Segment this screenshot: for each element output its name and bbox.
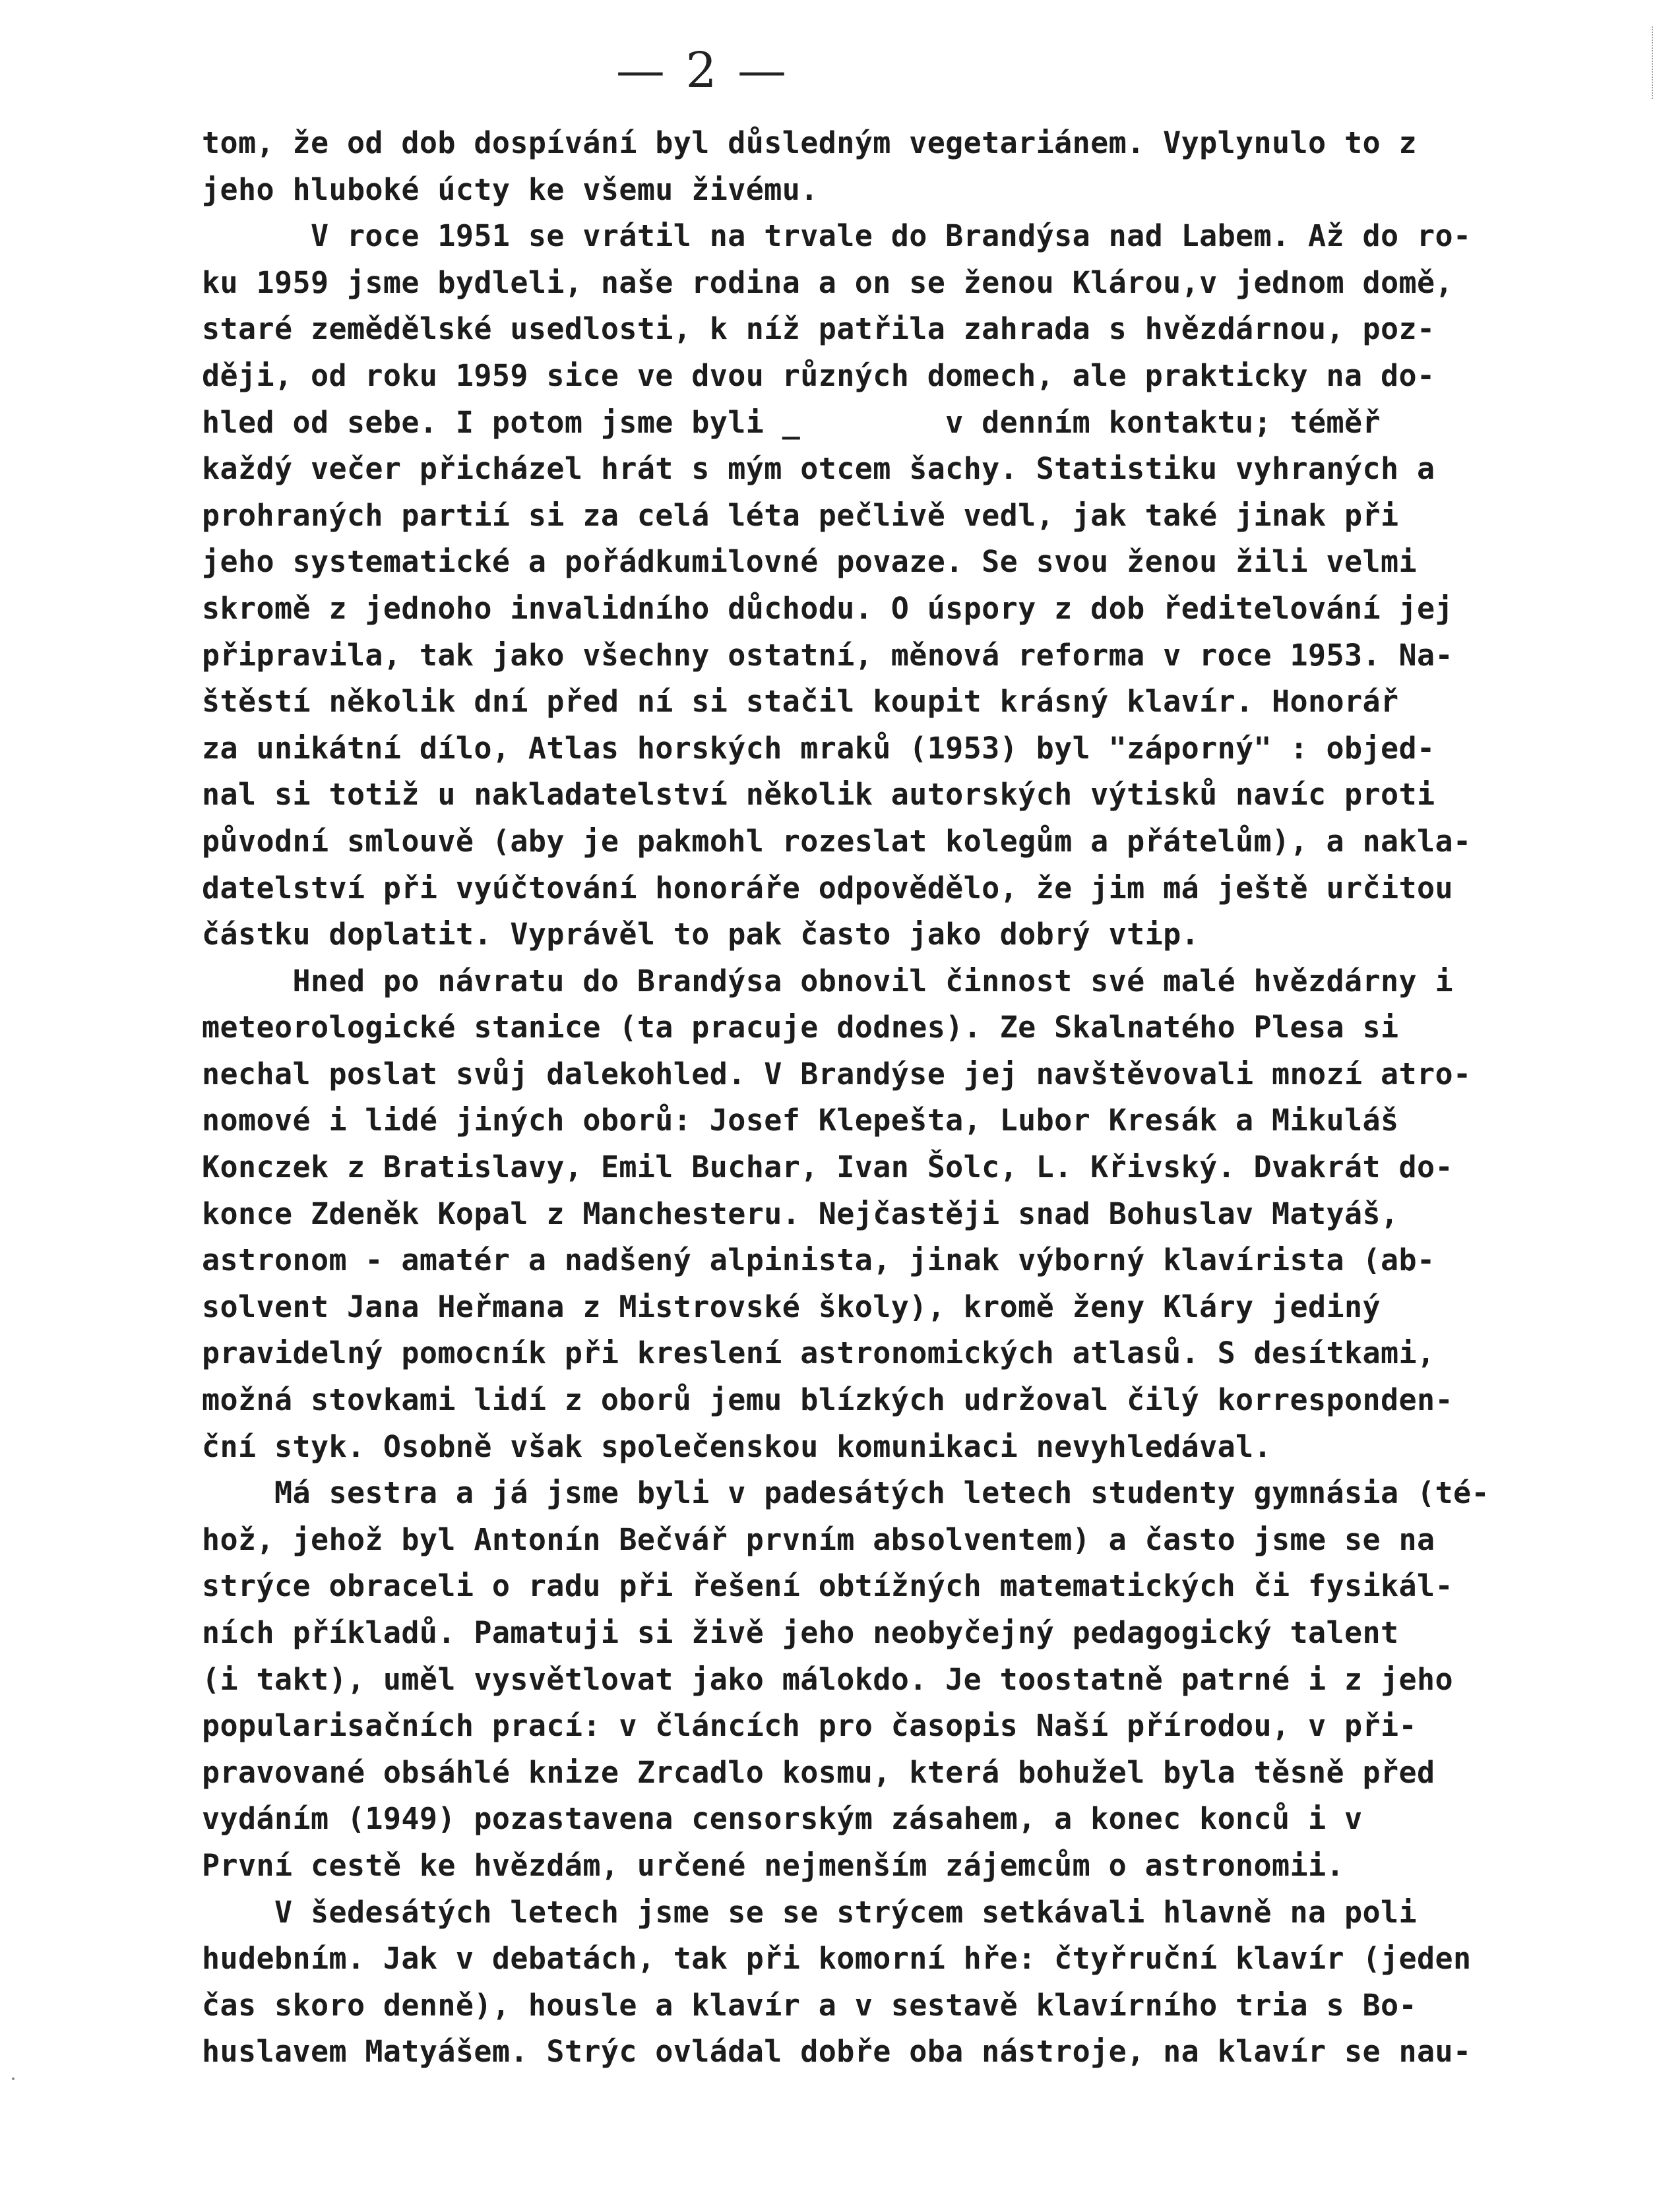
scan-speck [12,2077,15,2080]
text-line: Má sestra a já jsme byli v padesátých letech studenty gymnásia (té- [202,1475,1489,1511]
text-line: popularisačních prací: v článcích pro časopis Naší přírodou, v při- [202,1708,1417,1744]
text-line: ději, od roku 1959 sice ve dvou různých domech, ale prakticky na do- [202,357,1435,393]
text-line: tom, že od dob dospívání byl důsledným vegetariánem. Vyplynulo to z [202,125,1417,160]
text-line: V roce 1951 se vrátil na trvale do Brandýsa nad Labem. Až do ro- [202,218,1472,254]
text-line: nechal poslat svůj dalekohled. V Brandýse jej navštěvovali mnozí atro- [202,1056,1472,1091]
text-line: skromě z jednoho invalidního důchodu. O úspory z dob ředitelování jej [202,590,1453,626]
text-line: jeho systematické a pořádkumilovné povaze. Se svou ženou žili velmi [202,544,1417,580]
text-line: nal si totiž u nakladatelství několik autorských výtisků navíc proti [202,777,1435,813]
text-line: hudebním. Jak v debatách, tak při komorní hře: čtyřruční klavír (jeden [202,1941,1472,1977]
text-line: ku 1959 jsme bydleli, naše rodina a on se ženou Klárou,v jednom domě, [202,264,1453,300]
body-text [202,120,1600,2075]
page-number: — 2 — [615,42,790,99]
text-line: datelství při vyúčtování honoráře odpovědělo, že jim má ještě určitou [202,870,1453,906]
text-line: V šedesátých letech jsme se se strýcem setkávali hlavně na poli [202,1894,1417,1930]
text-line: První cestě ke hvězdám, určené nejmenším zájemcům o astronomii. [202,1847,1345,1883]
text-line: hož, jehož byl Antonín Bečvář prvním absolventem) a často jsme se na [202,1521,1435,1557]
text-line: čas skoro denně), housle a klavír a v sestavě klavírního tria s Bo- [202,1987,1417,2023]
text-line: připravila, tak jako všechny ostatní, měnová reforma v roce 1953. Na- [202,637,1453,673]
text-line: astronom - amatér a nadšený alpinista, jinak výborný klavírista (ab- [202,1243,1435,1278]
text-line: meteorologické stanice (ta pracuje dodnes). Ze Skalnatého Plesa si [202,1010,1399,1045]
text-line: pravované obsáhlé knize Zrcadlo kosmu, která bohužel byla těsně před [202,1754,1435,1790]
text-line: každý večer přicházel hrát s mým otcem šachy. Statistiku vyhraných a [202,451,1435,487]
text-line: původní smlouvě (aby je pakmohl rozeslat kolegům a přátelům), a nakla- [202,823,1472,859]
scan-edge-mark [1652,26,1657,99]
text-line: ční styk. Osobně však společenskou komunikaci nevyhledával. [202,1429,1272,1464]
text-line: Hned po návratu do Brandýsa obnovil činnost své malé hvězdárny i [202,963,1453,998]
text-line: za unikátní dílo, Atlas horských mraků (1953) byl "záporný" : objed- [202,730,1435,766]
text-line: jeho hluboké úcty ke všemu živému. [202,171,819,207]
text-line: nomové i lidé jiných oborů: Josef Klepešta, Lubor Kresák a Mikuláš [202,1103,1399,1138]
text-line: staré zemědělské usedlosti, k níž patřila zahrada s hvězdárnou, poz- [202,311,1435,347]
text-line: Konczek z Bratislavy, Emil Buchar, Ivan Šolc, L. Křivský. Dvakrát do- [202,1150,1453,1185]
text-line: vydáním (1949) pozastavena censorským zásahem, a konec konců i v [202,1801,1363,1837]
text-line: možná stovkami lidí z oborů jemu blízkých udržoval čilý korresponden- [202,1382,1453,1418]
text-line: ních příkladů. Pamatuji si živě jeho neobyčejný pedagogický talent [202,1615,1399,1650]
text-line: štěstí několik dní před ní si stačil koupit krásný klavír. Honorář [202,684,1399,720]
text-line: pravidelný pomocník při kreslení astronomických atlasů. S desítkami, [202,1336,1435,1371]
text-line: hled od sebe. I potom jsme byli _ v denním kontaktu; téměř [202,404,1381,440]
text-line: huslavem Matyášem. Strýc ovládal dobře oba nástroje, na klavír se nau- [202,2034,1472,2070]
text-line: (i takt), uměl vysvětlovat jako málokdo. Je toostatně patrné i z jeho [202,1661,1453,1697]
text-line: prohraných partií si za celá léta pečlivě vedl, jak také jinak při [202,497,1399,533]
text-line: částku doplatit. Vyprávěl to pak často jako dobrý vtip. [202,917,1200,952]
text-line: konce Zdeněk Kopal z Manchesteru. Nejčastěji snad Bohuslav Matyáš, [202,1196,1399,1231]
text-line: strýce obraceli o radu při řešení obtížných matematických či fysikál- [202,1568,1453,1604]
text-line: solvent Jana Heřmana z Mistrovské školy), kromě ženy Kláry jediný [202,1289,1381,1324]
